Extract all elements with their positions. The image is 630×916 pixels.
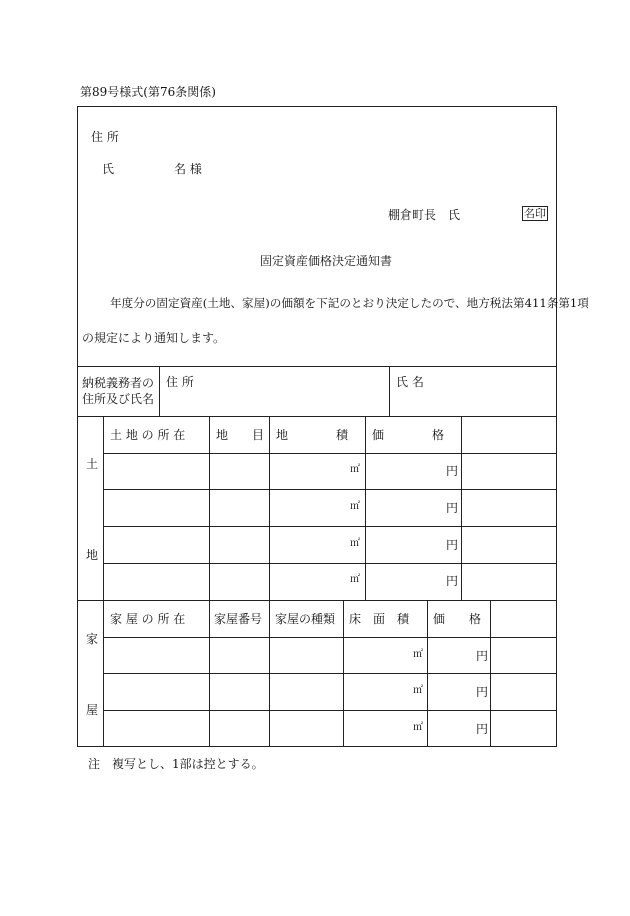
house-side-label-bottom: 屋 (86, 703, 99, 717)
land-header-area: 地 積 (276, 428, 349, 442)
land-area-unit: ㎡ (350, 574, 360, 585)
taxpayer-divider-1 (159, 366, 160, 416)
house-row-line-2 (103, 673, 557, 674)
land-col-2 (269, 416, 270, 600)
taxpayer-address-label: 住 所 (166, 375, 194, 389)
house-top-line (77, 600, 557, 601)
issuer-name: 棚倉町長 氏 (388, 208, 461, 222)
taxpayer-name-label: 氏 名 (396, 375, 424, 389)
land-top-line (77, 416, 557, 417)
taxpayer-label-line1: 納税義務者の (82, 376, 155, 390)
house-price-unit: 円 (476, 685, 489, 699)
notice-body-line1: 年度分の固定資産(土地、家屋)の価額を下記のとおり決定したので、地方税法第411条第1項 (110, 296, 589, 310)
house-header-floor-area: 床 面 積 (349, 612, 410, 626)
land-area-unit: ㎡ (350, 538, 360, 549)
house-header-number: 家屋番号 (214, 612, 263, 626)
land-header-location: 土 地 の 所 在 (110, 428, 186, 442)
taxpayer-label-line2: 住所及び氏名 (82, 392, 155, 406)
land-row-line-3 (103, 526, 557, 527)
house-area-unit: ㎡ (413, 649, 423, 660)
notice-address-label: 住 所 (91, 130, 119, 144)
land-price-unit: 円 (446, 574, 459, 588)
taxpayer-top-line (77, 366, 557, 367)
land-side-divider (103, 416, 104, 600)
notice-name-label: 氏 名 様 (102, 162, 202, 176)
land-price-unit: 円 (446, 464, 459, 478)
land-area-unit: ㎡ (350, 501, 360, 512)
house-side-label-top: 家 (86, 632, 99, 646)
house-price-unit: 円 (476, 649, 489, 663)
land-price-unit: 円 (446, 501, 459, 515)
frame-bottom (77, 746, 557, 747)
taxpayer-divider-2 (389, 366, 390, 416)
seal-stamp: 名印 (524, 207, 546, 220)
house-area-unit: ㎡ (413, 685, 423, 696)
notice-body-line2: の規定により通知します。 (82, 331, 226, 345)
house-row-line-3 (103, 710, 557, 711)
land-price-unit: 円 (446, 538, 459, 552)
frame-left (77, 106, 78, 747)
frame-top (77, 106, 557, 107)
frame-right (556, 106, 557, 747)
notice-title: 固定資産価格決定通知書 (260, 254, 393, 268)
land-row-line-2 (103, 489, 557, 490)
house-area-unit: ㎡ (413, 722, 423, 733)
house-price-unit: 円 (476, 722, 489, 736)
land-side-label-bottom: 地 (86, 548, 99, 562)
land-row-line-4 (103, 563, 557, 564)
land-area-unit: ㎡ (350, 464, 360, 475)
land-col-4 (461, 416, 462, 600)
land-side-label-top: 土 (86, 457, 99, 471)
land-col-3 (365, 416, 366, 600)
form-number: 第89号様式(第76条関係) (80, 85, 216, 99)
house-row-line-1 (103, 637, 557, 638)
land-row-line-1 (103, 453, 557, 454)
footer-note: 注 複写とし、1部は控とする。 (88, 757, 264, 771)
land-header-price: 価 格 (372, 428, 445, 442)
house-header-type: 家屋の種類 (275, 612, 336, 626)
house-header-price: 価 格 (433, 612, 482, 626)
land-col-1 (209, 416, 210, 600)
house-header-location: 家 屋 の 所 在 (110, 612, 186, 626)
land-header-category: 地 目 (216, 428, 265, 442)
